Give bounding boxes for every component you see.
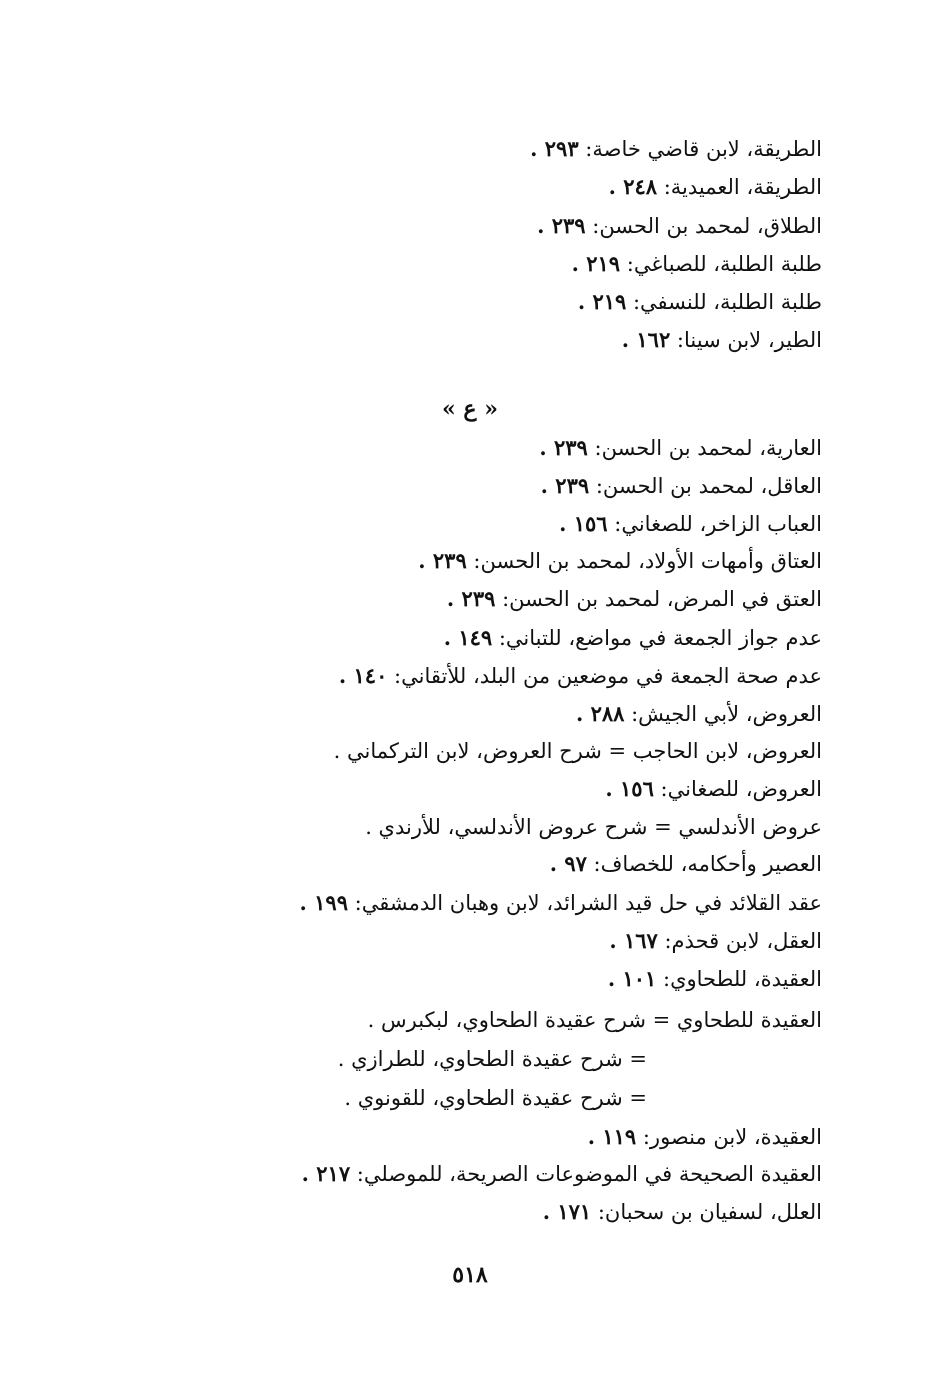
- entry-title: العقيدة، للطحاوي:: [656, 967, 822, 991]
- entry-title: العارية، لمحمد بن الحسن:: [587, 436, 822, 460]
- entry-title: العقيدة الصحيحة في الموضوعات الصريحة، للموصلي:: [350, 1162, 822, 1186]
- entry-page-ref: ٢٣٩ .: [446, 586, 496, 611]
- entry-title: العاقل، لمحمد بن الحسن:: [589, 474, 822, 498]
- index-entry: [550, 849, 822, 879]
- entry-title: عروض الأندلسي = شرح عروض الأندلسي، للأرندي .: [365, 815, 822, 839]
- entry-title: العتق في المرض، لمحمد بن الحسن:: [495, 587, 822, 611]
- entry-title: عقد القلائد في حل قيد الشرائد، لابن وهبان الدمشقي:: [348, 891, 822, 915]
- index-entry: [578, 287, 822, 317]
- entry-page-ref: ١٩٩ .: [299, 890, 348, 915]
- entry-page-ref: ٢١٩ .: [577, 289, 627, 314]
- index-entry: [300, 888, 822, 918]
- entry-page-ref: ٢٣٩ .: [539, 435, 588, 460]
- entry-page-ref: ٢٤٨ .: [608, 174, 658, 199]
- index-entry: [605, 774, 822, 804]
- entry-page-ref: ١٥٦ .: [559, 511, 608, 536]
- index-entry-continuation: [338, 1044, 647, 1074]
- entry-title: عدم صحة الجمعة في موضعين من البلد، للأتقاني:: [387, 664, 822, 688]
- index-entry: [541, 471, 822, 501]
- entry-title: العلل، لسفيان بن سحبان:: [591, 1200, 822, 1224]
- index-entry: [559, 509, 822, 539]
- entry-title: طلبة الطلبة، للنسفي:: [626, 290, 822, 314]
- entry-page-ref: ٢١٧ .: [301, 1161, 351, 1186]
- index-entry: [608, 964, 822, 994]
- entry-page-ref: ١٠١ .: [607, 966, 657, 991]
- index-entry: [365, 812, 822, 842]
- entry-page-ref: ٢٨٨ .: [575, 701, 625, 726]
- entry-page-ref: ٢٣٩ .: [418, 548, 467, 573]
- entry-page-ref: ١٧١ .: [542, 1199, 592, 1224]
- index-entry: [543, 1197, 822, 1227]
- entry-page-ref: ٢١٩ .: [571, 251, 621, 276]
- entry-page-ref: ٢٣٩ .: [537, 213, 586, 238]
- entry-page-ref: ١٥٦ .: [605, 776, 654, 801]
- entry-title: العقل، لابن قحذم:: [657, 929, 822, 953]
- index-entry: [622, 325, 822, 355]
- index-entry: [572, 249, 822, 279]
- entry-title: عدم جواز الجمعة في مواضع، للتباني:: [492, 626, 822, 650]
- index-entry: [447, 584, 822, 614]
- index-entry: [368, 1005, 822, 1035]
- entry-title: العباب الزاخر، للصغاني:: [607, 512, 822, 536]
- entry-title: الطلاق، لمحمد بن الحسن:: [585, 214, 822, 238]
- entry-page-ref: ١٤٠ .: [338, 663, 388, 688]
- entry-title: العقيدة للطحاوي = شرح عقيدة الطحاوي، لبكبرس .: [367, 1008, 822, 1032]
- entry-page-ref: ٢٩٣ .: [530, 136, 579, 161]
- index-entry: [576, 699, 822, 729]
- entry-title: طلبة الطلبة، للصباغي:: [620, 252, 822, 276]
- entry-title: الطريقة، العميدية:: [657, 175, 822, 199]
- entry-title: الطريقة، لابن قاضي خاصة:: [578, 137, 822, 161]
- index-entry: [334, 736, 822, 766]
- entry-title: العروض، لابن الحاجب = شرح العروض، لابن التركماني .: [333, 739, 822, 763]
- entry-page-ref: ٢٣٩ .: [540, 473, 590, 498]
- index-entry: [537, 211, 822, 241]
- entry-page-ref: ٩٧ .: [549, 851, 587, 876]
- index-entry: [588, 1122, 822, 1152]
- entry-title: العصير وأحكامه، للخصاف:: [586, 852, 822, 876]
- index-column: [22, 0, 822, 1375]
- index-entry: [418, 546, 822, 576]
- entry-title: العقيدة، لابن منصور:: [636, 1125, 822, 1149]
- index-entry: [609, 172, 822, 202]
- section-letter-heading: « ع »: [442, 396, 498, 422]
- index-entry: [609, 926, 822, 956]
- index-entry: [339, 661, 822, 691]
- index-entry: [530, 134, 822, 164]
- entry-title: العتاق وأمهات الأولاد، لمحمد بن الحسن:: [466, 549, 822, 573]
- entry-title: العروض، للصغاني:: [653, 777, 822, 801]
- index-entry-continuation: [344, 1083, 647, 1113]
- entry-page-ref: ١٦٢ .: [621, 327, 671, 352]
- page-number: ٥١٨: [452, 1262, 488, 1288]
- entry-title: الطير، لابن سينا:: [670, 328, 822, 352]
- index-entry: [539, 433, 822, 463]
- index-entry: [444, 623, 822, 653]
- entry-title: = شرح عقيدة الطحاوي، للقونوي .: [344, 1086, 647, 1110]
- entry-title: = شرح عقيدة الطحاوي، للطرازي .: [337, 1047, 647, 1071]
- entry-page-ref: ١٤٩ .: [443, 625, 493, 650]
- entry-title: العروض، لأبي الجيش:: [624, 702, 822, 726]
- entry-page-ref: ١١٩ .: [587, 1124, 637, 1149]
- index-entry: [302, 1159, 822, 1189]
- entry-page-ref: ١٦٧ .: [609, 928, 658, 953]
